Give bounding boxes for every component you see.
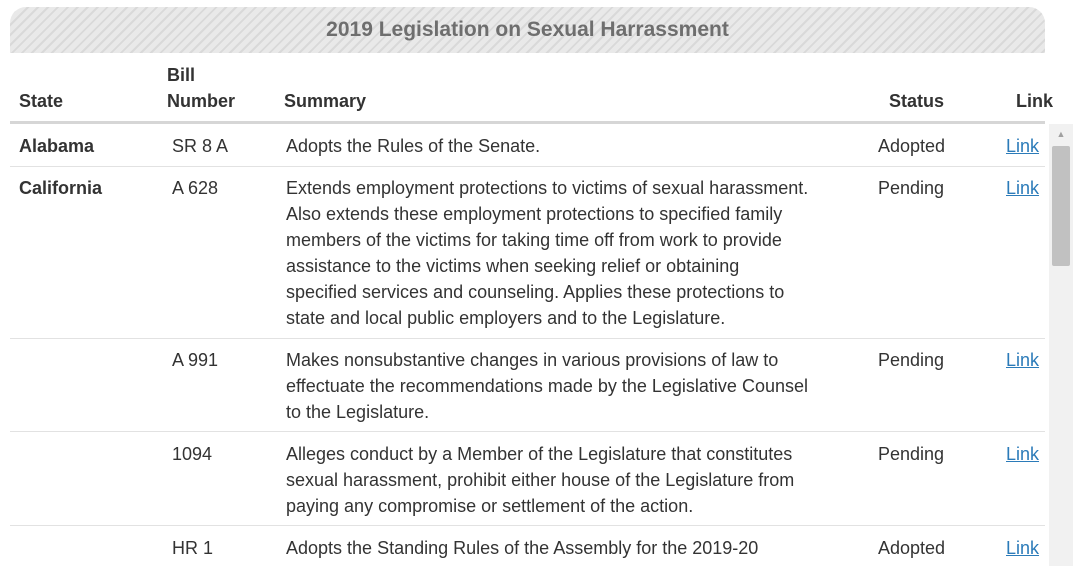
column-header-status: Status — [889, 91, 945, 111]
summary-cell — [286, 175, 866, 331]
status-cell: Pending — [878, 178, 945, 198]
header-divider — [10, 121, 1045, 124]
bill-link[interactable]: Link — [1006, 350, 1040, 370]
summary-line: assistance to the victims when seeking relief or obtaining — [286, 256, 740, 276]
summary-cell — [286, 535, 866, 561]
summary-line: paying any compromise or settlement of the action. — [286, 496, 694, 516]
bill-link[interactable]: Link — [1006, 136, 1040, 156]
bill-number-cell: 1094 — [172, 444, 213, 464]
row-divider — [10, 166, 1045, 167]
summary-line: Extends employment protections to victims of sexual harassment. — [286, 178, 809, 198]
summary-line: members of the victims for taking time off from work to provide — [286, 230, 782, 250]
summary-line: Adopts the Rules of the Senate. — [286, 136, 541, 156]
bill-number-cell: A 991 — [172, 350, 219, 370]
summary-line: specified services and counseling. Applies these protections to — [286, 282, 785, 302]
scrollbar-thumb[interactable] — [1052, 146, 1070, 266]
bill-number-cell: A 628 — [172, 178, 219, 198]
row-divider — [10, 431, 1045, 432]
bill-number-cell: SR 8 A — [172, 136, 229, 156]
summary-line: Also extends these employment protections to specified family — [286, 204, 783, 224]
state-cell: California — [19, 178, 103, 198]
table-title-banner — [10, 7, 1045, 53]
bill-link[interactable]: Link — [1006, 538, 1040, 558]
status-cell: Pending — [878, 350, 945, 370]
column-header-state: State — [19, 91, 64, 111]
column-header-summary: Summary — [284, 91, 367, 111]
summary-line: Makes nonsubstantive changes in various provisions of law to — [286, 350, 779, 370]
summary-line: effectuate the recommendations made by the Legislative Counsel — [286, 376, 808, 396]
summary-line: state and local public employers and to the Legislature. — [286, 308, 726, 328]
row-divider — [10, 338, 1045, 339]
summary-cell — [286, 441, 866, 519]
status-cell: Pending — [878, 444, 945, 464]
bill-link[interactable]: Link — [1006, 178, 1040, 198]
column-header-link: Link — [1016, 91, 1054, 111]
status-cell: Adopted — [878, 136, 946, 156]
bill-number-cell: HR 1 — [172, 538, 214, 558]
summary-cell — [286, 133, 866, 159]
column-header-bill-line1: Bill — [167, 65, 196, 85]
summary-line: to the Legislature. — [286, 402, 430, 422]
column-header-bill-line2: Number — [167, 91, 236, 111]
table-title: 2019 Legislation on Sexual Harrassment — [326, 18, 729, 41]
summary-line: Adopts the Standing Rules of the Assembly for the 2019-20 — [286, 538, 759, 558]
summary-line: sexual harassment, prohibit either house of the Legislature from — [286, 470, 795, 490]
bill-link[interactable]: Link — [1006, 444, 1040, 464]
state-cell: Alabama — [19, 136, 95, 156]
summary-cell — [286, 347, 866, 425]
summary-line: Alleges conduct by a Member of the Legislature that constitutes — [286, 444, 793, 464]
vertical-scrollbar[interactable] — [1049, 124, 1073, 566]
scroll-up-arrow-icon[interactable]: ▲ — [1056, 129, 1066, 139]
row-divider — [10, 525, 1045, 526]
status-cell: Adopted — [878, 538, 946, 558]
